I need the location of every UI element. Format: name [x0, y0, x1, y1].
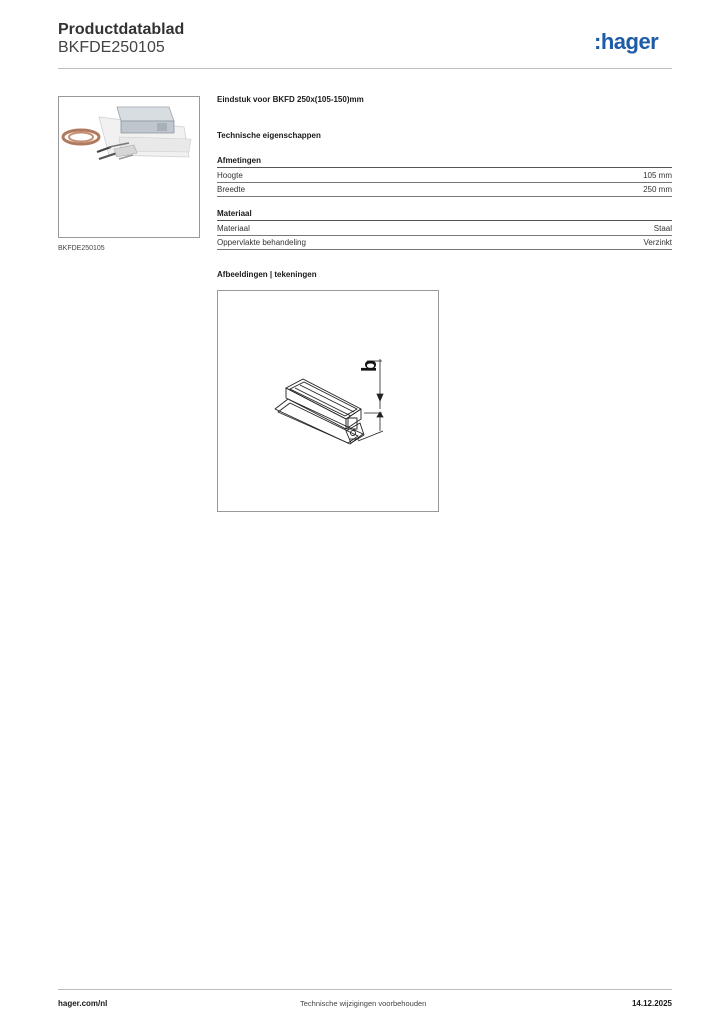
- material-group-heading: Materiaal: [217, 209, 672, 221]
- technical-properties-heading: Technische eigenschappen: [217, 131, 321, 140]
- photo-caption: BKFDE250105: [58, 245, 105, 252]
- spec-value: 250 mm: [643, 185, 672, 194]
- footer-divider: [58, 989, 672, 990]
- spec-row-material: [217, 223, 672, 236]
- footer-date: 14.12.2025: [631, 999, 672, 1008]
- product-photo-illustration: [59, 97, 199, 237]
- logo-text: hager: [600, 29, 659, 54]
- spec-value: Staal: [653, 224, 672, 233]
- footer-disclaimer: Technische wijzigingen voorbehouden: [300, 999, 427, 1008]
- spec-row-height: [217, 170, 672, 183]
- technical-drawing: [217, 290, 439, 512]
- document-subtitle: BKFDE250105: [58, 39, 165, 56]
- product-name: Eindstuk voor BKFD 250x(105-150)mm: [217, 95, 364, 104]
- hager-logo: [594, 29, 658, 55]
- header-divider: [58, 68, 672, 69]
- footer-website-link[interactable]: hager.com/nl: [58, 999, 108, 1008]
- spec-row-width: [217, 184, 672, 197]
- spec-value: 105 mm: [643, 171, 672, 180]
- spec-label: Breedte: [217, 185, 246, 194]
- dimension-label-b: b: [359, 359, 381, 372]
- spec-value: Verzinkt: [643, 238, 672, 247]
- spec-label: Hoogte: [217, 171, 243, 180]
- dimensions-group-heading: Afmetingen: [217, 156, 672, 168]
- technical-drawing-svg: [218, 291, 438, 511]
- product-photo: [58, 96, 200, 238]
- logo-colon-mark: :: [594, 29, 601, 54]
- document-title: Productdatablad: [58, 21, 185, 38]
- spec-label: Materiaal: [217, 224, 250, 233]
- spec-row-surface-treatment: [217, 237, 672, 250]
- spec-label: Oppervlakte behandeling: [217, 238, 306, 247]
- drawings-heading: Afbeeldingen | tekeningen: [217, 270, 317, 279]
